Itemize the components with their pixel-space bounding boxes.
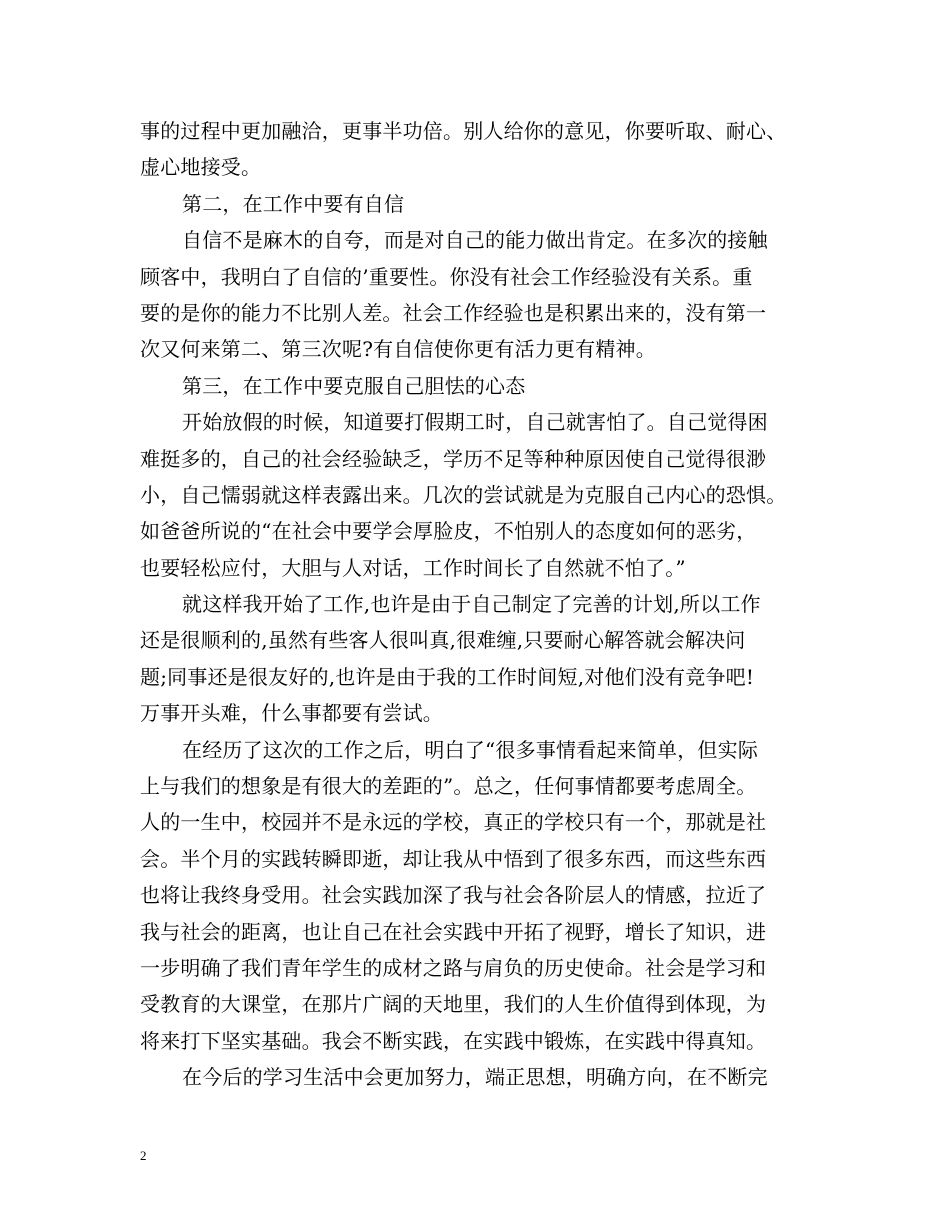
document-body [140,113,830,1096]
text-line: 小，自己懦弱就这样表露出来。几次的尝试就是为克服自己内心的恐惧。 [140,482,787,507]
text-line: 次又何来第二、第三次呢?有自信使你更有活力更有精神。 [140,337,656,362]
text-line: 受教育的大课堂，在那片广阔的天地里，我们的人生价值得到体现，为 [140,992,767,1017]
text-line: 上与我们的想象是有很大的差距的”。总之，任何事情都要考虑周全。 [140,774,757,799]
paragraph-first-line: 第二，在工作中要有自信 [182,191,405,216]
paragraph-first-line: 就这样我开始了工作,也许是由于自己制定了完善的计划,所以工作 [182,592,761,617]
text-line: 顾客中，我明白了自信的’重要性。你没有社会工作经验没有关系。重 [140,264,753,289]
text-line: 也将让我终身受用。社会实践加深了我与社会各阶层人的情感，拉近了 [140,883,767,908]
text-line: 要的是你的能力不比别人差。社会工作经验也是积累出来的，没有第一 [140,300,767,325]
text-line: 还是很顺利的,虽然有些客人很叫真,很难缠,只要耐心解答就会解决问 [140,628,746,653]
text-line: 万事开头难，什么事都要有尝试。 [140,701,443,726]
text-line: 我与社会的距离，也让自己在社会实践中开拓了视野，增长了知识，进 [140,919,767,944]
text-line: 一步明确了我们青年学生的成材之路与肩负的历史使命。社会是学习和 [140,955,767,980]
paragraph-first-line: 自信不是麻木的自夸，而是对自己的能力做出肯定。在多次的接触 [182,228,768,253]
text-line: 题;同事还是很友好的,也许是由于我的工作时间短,对他们没有竞争吧! [140,664,755,689]
text-line: 人的一生中，校园并不是永远的学校，真正的学校只有一个，那就是社 [140,810,767,835]
paragraph-first-line: 在今后的学习生活中会更加努力，端正思想，明确方向，在不断完 [182,1065,768,1090]
text-line: 如爸爸所说的“在社会中要学会厚脸皮，不怕别人的态度如何的恶劣， [140,519,757,544]
text-line: 会。半个月的实践转瞬即逝，却让我从中悟到了很多东西，而这些东西 [140,846,767,871]
paragraph-first-line: 在经历了这次的工作之后，明白了“很多事情看起来简单，但实际 [182,737,759,762]
text-line: 将来打下坚实基础。我会不断实践，在实践中锻炼，在实践中得真知。 [140,1028,767,1053]
paragraph-first-line: 第三，在工作中要克服自己胆怯的心态 [182,373,526,398]
text-line: 也要轻松应付，大胆与人对话，工作时间长了自然就不怕了。” [140,555,686,580]
paragraph-first-line: 开始放假的时候，知道要打假期工时，自己就害怕了。自己觉得困 [182,410,768,435]
text-line: 虚心地接受。 [140,155,262,180]
page-number: 2 [140,1148,147,1163]
text-line: 难挺多的，自己的社会经验缺乏，学历不足等种种原因使自己觉得很渺 [140,446,767,471]
text-line: 事的过程中更加融洽，更事半功倍。别人给你的意见，你要听取、耐心、 [140,119,787,143]
